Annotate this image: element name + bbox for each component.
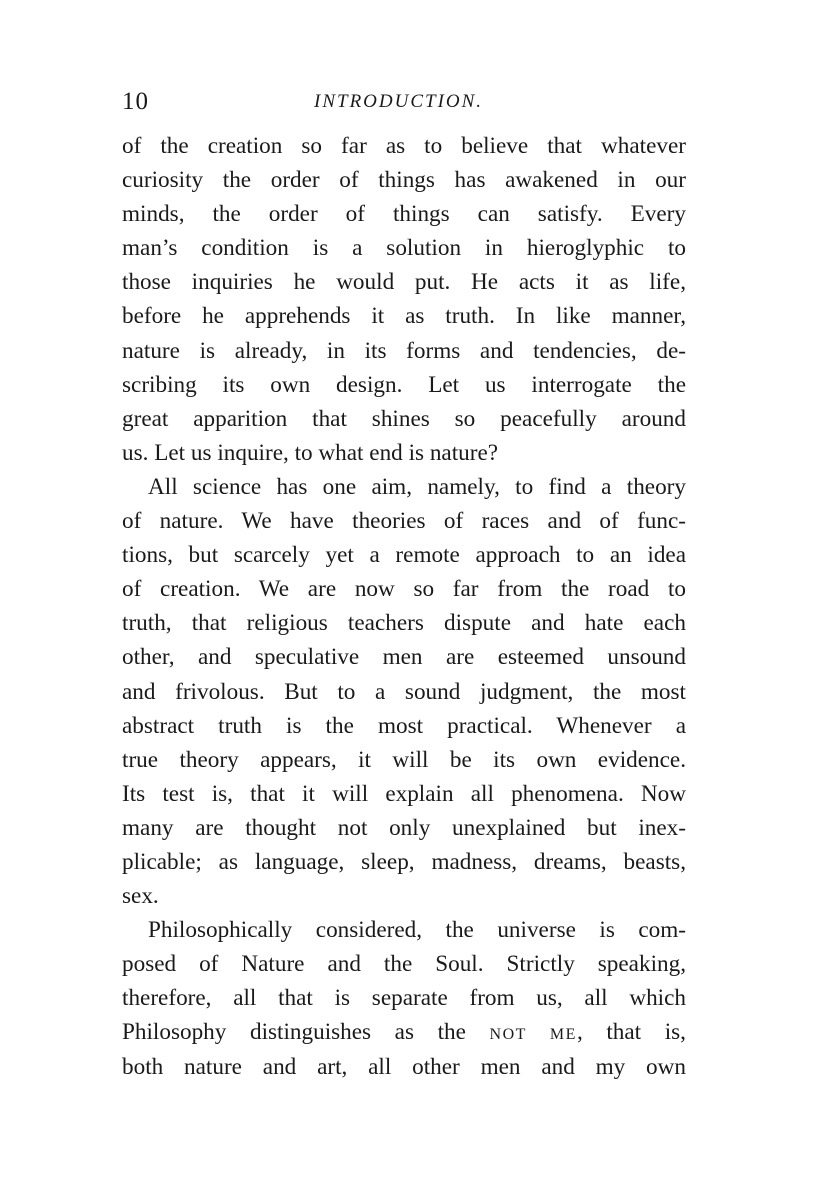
- text-line: many are thought not only unexplained but inex-: [122, 814, 686, 841]
- page-header: [122, 88, 688, 120]
- text-line: curiosity the order of things has awakened in our: [122, 167, 686, 194]
- text-line: tions, but scarcely yet a remote approach to an idea: [122, 542, 686, 569]
- text-line: both nature and art, all other men and my own: [122, 1053, 686, 1080]
- text-line: us. Let us inquire, to what end is nature?: [122, 439, 499, 466]
- small-caps-term: NOT ME: [489, 1026, 577, 1044]
- text-line: sex.: [122, 883, 159, 910]
- page-number: 10: [122, 88, 149, 115]
- text-line: minds, the order of things can satisfy. Every: [122, 201, 686, 228]
- text-line: nature is already, in its forms and tendencies, de-: [122, 337, 686, 364]
- text-line: posed of Nature and the Soul. Strictly speaking,: [122, 951, 686, 978]
- text-line: true theory appears, it will be its own evidence.: [122, 746, 686, 773]
- text-segment: , that is,: [576, 1019, 686, 1046]
- text-segment: Philosophy distinguishes as the: [122, 1019, 490, 1046]
- text-line: those inquiries he would put. He acts it as life,: [122, 269, 686, 296]
- text-line: plicable; as language, sleep, madness, dreams, beasts,: [122, 848, 686, 875]
- text-line: and frivolous. But to a sound judgment, the most: [122, 678, 686, 705]
- text-line: scribing its own design. Let us interrogate the: [122, 371, 686, 398]
- text-line: All science has one aim, namely, to find a theory: [148, 473, 686, 500]
- text-line: Philosophically considered, the universe is com-: [148, 917, 686, 944]
- text-line: [122, 1015, 686, 1049]
- text-line: before he apprehends it as truth. In like manner,: [122, 303, 686, 330]
- running-head: INTRODUCTION.: [314, 91, 484, 112]
- text-line: other, and speculative men are esteemed unsound: [122, 644, 686, 671]
- text-line: of creation. We are now so far from the road to: [122, 576, 686, 603]
- text-line: great apparition that shines so peacefully around: [122, 405, 686, 432]
- text-line: Its test is, that it will explain all phenomena. Now: [122, 780, 686, 807]
- text-line: truth, that religious teachers dispute and hate each: [122, 610, 686, 637]
- text-line: of nature. We have theories of races and of func-: [122, 508, 686, 535]
- text-line: of the creation so far as to believe that whatever: [122, 133, 686, 159]
- text-line: man’s condition is a solution in hieroglyphic to: [122, 235, 686, 262]
- text-line: abstract truth is the most practical. Whenever a: [122, 712, 686, 739]
- text-line: therefore, all that is separate from us, all which: [122, 985, 686, 1012]
- body-text: [122, 129, 686, 1084]
